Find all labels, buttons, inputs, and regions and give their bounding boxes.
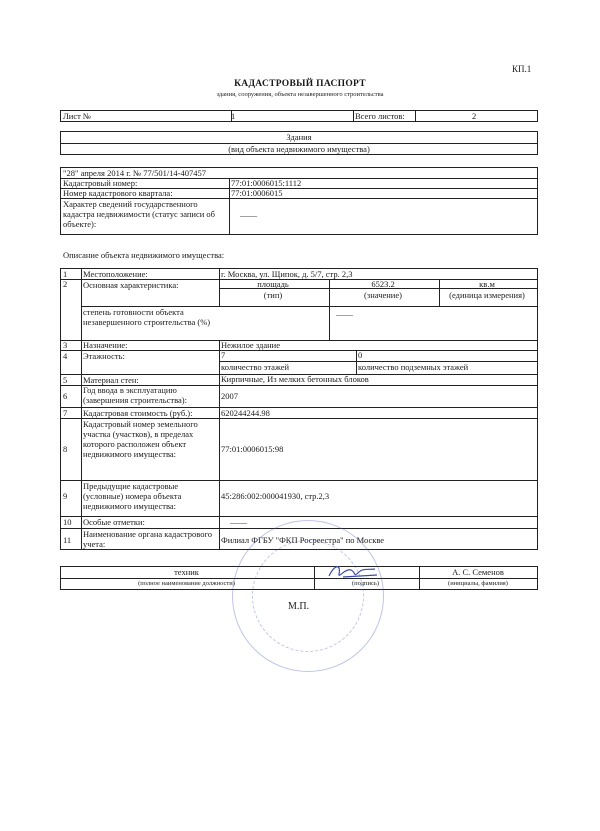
sheet-number: 1 [231,111,236,121]
row-2-number: 2 [63,279,68,289]
caption-value: (значение) [364,290,402,300]
document-title: КАДАСТРОВЫЙ ПАСПОРТ [234,79,366,89]
quarter-number: 77:01:0006015 [231,188,283,198]
characteristic-value: 6523.2 [371,279,395,289]
registration-authority-value: Филиал ФГБУ "ФКП Росреестра" по Москве [221,535,385,545]
caption-type: (тип) [263,290,283,300]
nature-value: —— [240,210,257,220]
commission-year-label: Год ввода в эксплуатацию (завершения строительства): [83,385,187,405]
signature-caption: (подпись) [352,580,379,587]
signer-position: техник [174,567,199,577]
object-kind: Здания [286,132,312,142]
cadastral-value-label: Кадастровая стоимость (руб.): [83,408,193,418]
previous-numbers-value: 45:286:002:000041930, стр.2,3 [221,491,330,501]
sheet-row [60,110,538,122]
row-1-number: 1 [63,269,68,279]
main-characteristic-label: Основная характеристика: [83,280,179,290]
purpose-label: Назначение: [83,340,128,350]
stamp-place-mark: М.П. [288,601,310,612]
signer-name: А. С. Семенов [452,567,504,577]
land-plot-label: Кадастровый номер земельного участка (участков), в пределах которого расположен объект недвижимого имущества: [83,419,198,459]
characteristic-unit: кв.м [479,279,495,289]
row-3-number: 3 [63,340,68,350]
row-7-number: 7 [63,408,68,418]
underground-floors-caption: количество подземных этажей [358,362,469,372]
row-8-number: 8 [63,444,68,454]
row-9-number: 9 [63,491,68,501]
row-6-number: 6 [63,391,68,401]
characteristic-type: площадь [257,279,289,289]
caption-unit: (единица измерения) [449,290,525,300]
description-title: Описание объекта недвижимого имущества: [63,250,225,260]
special-marks-label: Особые отметки: [83,517,145,527]
nature-label: Характер сведений государственного кадастра недвижимости (статус записи об объекте): [63,199,215,229]
row-5-number: 5 [63,375,68,385]
total-sheets-label: Всего листов: [355,111,405,121]
land-plot-value: 77:01:0006015:98 [221,444,284,454]
commission-year-value: 2007 [221,391,238,401]
previous-numbers-label: Предыдущие кадастровые (условные) номера объекта недвижимого имущества: [83,481,182,511]
wall-material-value: Кирпичные, Из мелких бетонных блоков [221,374,369,384]
seal-stamp-inner [252,540,364,652]
cadastral-value: 620244244.98 [221,408,270,418]
row-4-number: 4 [63,351,68,361]
completion-degree-value: —— [336,309,353,319]
document-subtitle: здания, сооружения, объекта незавершенного строительства [216,91,384,98]
signer-position-caption: (полное наименование должности) [138,580,235,587]
row-10-number: 10 [63,517,72,527]
underground-floors-value: 0 [358,350,363,360]
wall-material-label: Материал стен: [83,375,139,385]
special-marks-value: —— [230,517,247,527]
quarter-label: Номер кадастрового квартала: [63,188,173,198]
form-code: КП.1 [512,64,532,74]
object-kind-caption: (вид объекта недвижимого имущества) [228,144,370,154]
sheet-label: Лист № [63,111,92,121]
registration-authority-label: Наименование органа кадастрового учета: [83,529,212,549]
purpose-value: Нежилое здание [221,340,280,350]
floors-caption: количество этажей [221,362,290,372]
cad-number-label: Кадастровый номер: [63,178,138,188]
location-label: Местоположение: [83,269,148,279]
floors-value: 7 [221,350,226,360]
location-value: г. Москва, ул. Щипок, д. 5/7, стр. 2,3 [221,269,353,279]
floors-label: Этажность: [83,351,125,361]
total-sheets: 2 [472,111,477,121]
row-11-number: 11 [63,535,72,545]
cad-number: 77:01:0006015:1112 [231,178,302,188]
signer-name-caption: (инициалы, фамилия) [448,580,508,587]
completion-degree-label: степень готовности объекта незавершенного строительства (%) [83,307,211,327]
date-line: "28" апреля 2014 г. № 77/501/14-407457 [63,168,207,178]
